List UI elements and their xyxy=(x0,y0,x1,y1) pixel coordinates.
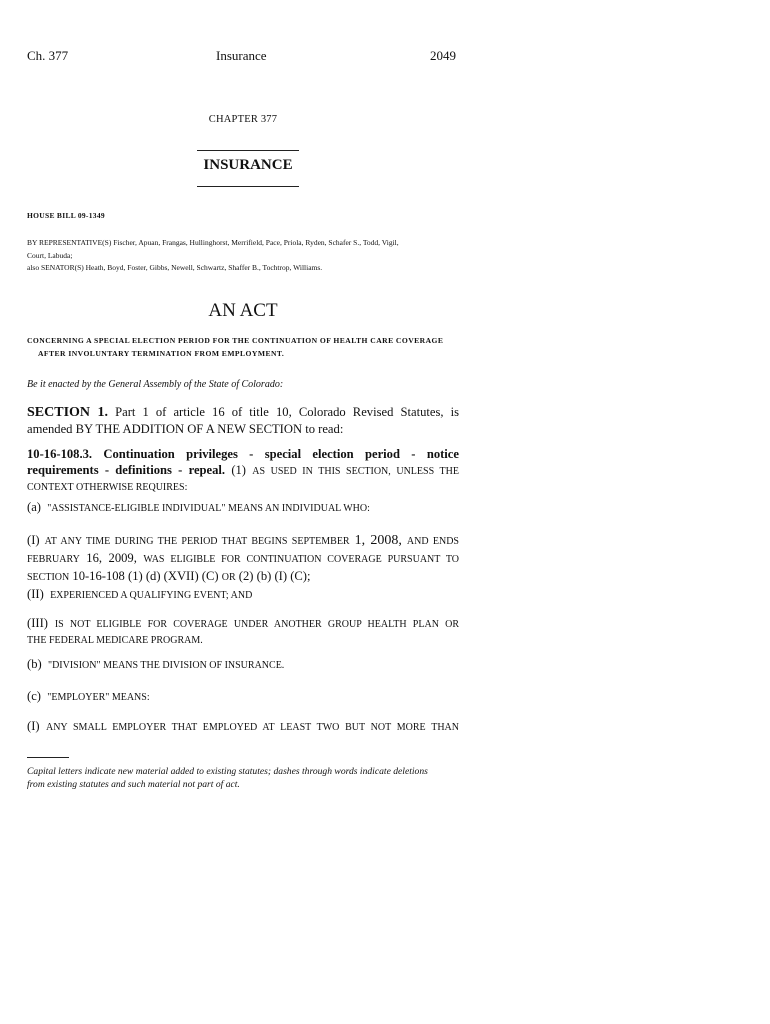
paragraph-label: (c) xyxy=(27,689,41,703)
sponsors-line: Court, Labuda; xyxy=(27,250,73,260)
sponsors-line: BY REPRESENTATIVE(S) Fischer, Apuan, Frangas, Hullinghorst, Merrifield, Pace, Priola, Ryden, Schafer S., Todd, Vigil, xyxy=(27,238,399,247)
sponsors-line: also SENATOR(S) Heath, Boyd, Foster, Gibbs, Newell, Schwartz, Shaffer B., Tochtrop, Williams. xyxy=(27,263,323,272)
paragraph-text: "ASSISTANCE-ELIGIBLE INDIVIDUAL" MEANS AN INDIVIDUAL WHO: xyxy=(47,503,370,514)
footnote-rule xyxy=(27,757,69,758)
paragraph-b xyxy=(27,656,459,674)
paragraph-text: EXPERIENCED A QUALIFYING EVENT; AND xyxy=(50,590,253,601)
paragraph-text: ANY SMALL EMPLOYER THAT EMPLOYED AT LEAST TWO BUT NOT MORE THAN xyxy=(45,722,459,733)
paragraph-a xyxy=(27,499,459,517)
section-text: amended BY THE ADDITION OF A NEW SECTION to read: xyxy=(27,422,344,436)
concerning-clause xyxy=(27,334,443,360)
paragraph-text: AT ANY TIME DURING THE PERIOD THAT BEGINS SEPTEMBER xyxy=(44,536,350,547)
statute-reference: 10-16-108 (1) (d) (XVII) (C) xyxy=(72,569,219,583)
paragraph-text: WAS ELIGIBLE FOR CONTINUATION COVERAGE PURSUANT TO xyxy=(143,554,459,565)
subparagraph-c-I xyxy=(27,718,459,736)
paragraph-text: THE FEDERAL MEDICARE PROGRAM. xyxy=(27,635,203,646)
statute-text: CONTEXT OTHERWISE REQUIRES: xyxy=(27,482,188,493)
subsection-number: (1) xyxy=(231,463,246,477)
paragraph-text: SECTION xyxy=(27,572,70,583)
chapter-title: INSURANCE xyxy=(203,157,293,173)
date-text: 16, 2009, xyxy=(86,551,137,565)
paragraph-label: (I) xyxy=(27,719,40,733)
running-header-chapter: Ch. 377 xyxy=(27,48,69,63)
statute-text: AS USED IN THIS SECTION, UNLESS THE xyxy=(252,466,459,477)
subparagraph-II xyxy=(27,586,459,604)
footnote xyxy=(27,766,428,791)
statute-heading-paragraph xyxy=(27,446,459,496)
section-text: Part 1 of article 16 of title 10, Colorado Revised Statutes, is xyxy=(115,405,459,419)
page-number: 2049 xyxy=(430,48,456,63)
footnote-line: from existing statutes and such material not part of act. xyxy=(27,778,240,790)
paragraph-c xyxy=(27,688,459,706)
section-1-paragraph xyxy=(27,404,459,437)
subparagraph-III xyxy=(27,615,459,649)
concerning-line: CONCERNING A SPECIAL ELECTION PERIOD FOR THE CONTINUATION OF HEALTH CARE COVERAGE xyxy=(27,336,444,345)
statute-heading: requirements - definitions - repeal. xyxy=(27,463,226,477)
section-label: SECTION 1. xyxy=(27,405,108,420)
concerning-line: AFTER INVOLUNTARY TERMINATION FROM EMPLOYMENT. xyxy=(38,349,285,358)
enacting-clause: Be it enacted by the General Assembly of the State of Colorado: xyxy=(27,379,284,390)
running-header-subject: Insurance xyxy=(216,48,267,63)
title-rule-bottom xyxy=(197,186,299,187)
paragraph-label: (a) xyxy=(27,500,41,514)
paragraph-label: (I) xyxy=(27,533,40,547)
chapter-label: CHAPTER 377 xyxy=(208,114,278,125)
paragraph-label: (III) xyxy=(27,616,48,630)
title-rule-top xyxy=(197,150,299,151)
paragraph-text: "DIVISION" MEANS THE DIVISION OF INSURANCE. xyxy=(47,660,285,671)
paragraph-text: FEBRUARY xyxy=(27,554,80,565)
statute-heading: 10-16-108.3. Continuation privileges - special election period - notice xyxy=(27,447,459,461)
subparagraph-I xyxy=(27,532,459,586)
paragraph-text: IS NOT ELIGIBLE FOR COVERAGE UNDER ANOTHER GROUP HEALTH PLAN OR xyxy=(54,619,459,630)
statute-reference: (2) (b) (I) (C); xyxy=(238,569,311,583)
paragraph-text: OR xyxy=(221,572,236,583)
bill-number: HOUSE BILL 09-1349 xyxy=(27,211,105,220)
paragraph-label: (II) xyxy=(27,587,44,601)
footnote-line: Capital letters indicate new material added to existing statutes; dashes through words indicate deletions xyxy=(27,766,428,777)
sponsors-block xyxy=(27,237,467,275)
date-text: 1, 2008, xyxy=(354,533,402,548)
paragraph-text: AND ENDS xyxy=(406,536,459,547)
paragraph-label: (b) xyxy=(27,657,42,671)
act-title: AN ACT xyxy=(208,300,278,321)
paragraph-text: "EMPLOYER" MEANS: xyxy=(47,692,150,703)
